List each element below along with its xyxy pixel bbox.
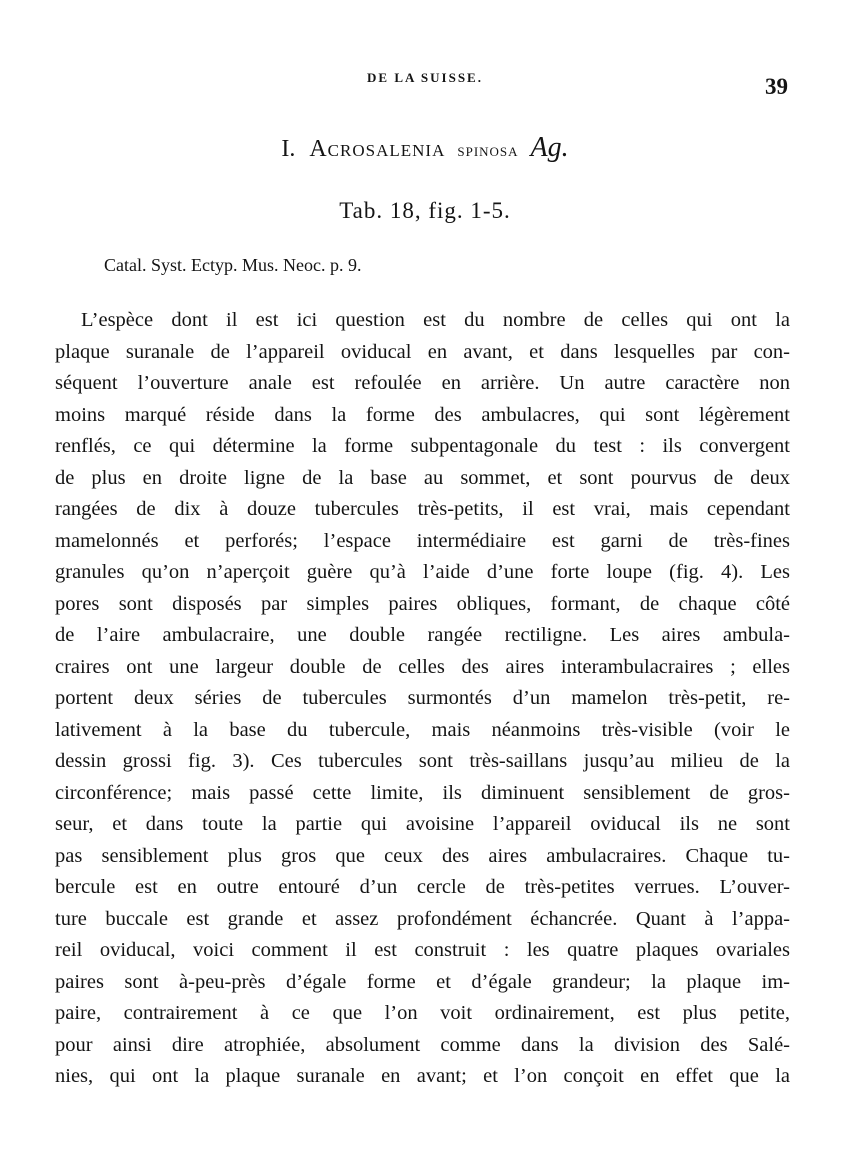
- section-numeral: I.: [281, 136, 296, 162]
- text-line: rangées de dix à douze tubercules très-petits, il est vrai, mais cependant: [55, 498, 790, 520]
- genus-name: Acrosalenia: [309, 136, 446, 162]
- species-title: [0, 132, 850, 164]
- text-line: seur, et dans toute la partie qui avoisine l’appareil oviducal ils ne sont: [55, 813, 790, 835]
- text-line: séquent l’ouverture anale est refoulée en arrière. Un autre caractère non: [55, 372, 790, 394]
- text-line: nies, qui ont la plaque suranale en avant; et l’on conçoit en effet que la: [55, 1065, 790, 1087]
- page-number: 39: [765, 74, 788, 99]
- text-line: ture buccale est grande et assez profondément échancrée. Quant à l’appa-: [55, 907, 790, 930]
- text-line: plaque suranale de l’appareil oviducal en avant, et dans lesquelles par con-: [55, 340, 790, 363]
- text-line: dessin grossi fig. 3). Ces tubercules sont très-saillans jusqu’au milieu de la: [55, 750, 790, 772]
- text-line: pores sont disposés par simples paires obliques, formant, de chaque côté: [55, 592, 790, 615]
- text-line: reil oviducal, voici comment il est construit : les quatre plaques ovariales: [55, 939, 790, 961]
- text-line: L’espèce dont il est ici question est du nombre de celles qui ont la: [81, 309, 790, 331]
- plate-reference: Tab. 18, fig. 1-5.: [339, 198, 511, 223]
- text-line: pas sensiblement plus gros que ceux des aires ambulacraires. Chaque tu-: [55, 844, 790, 867]
- text-line: paires sont à-peu-près d’égale forme et d’égale grandeur; la plaque im-: [55, 970, 790, 993]
- text-line: pour ainsi dire atrophiée, absolument comme dans la division des Salé-: [55, 1033, 790, 1056]
- text-line: lativement à la base du tubercule, mais néanmoins très-visible (voir le: [55, 718, 790, 741]
- catalog-reference: Catal. Syst. Ectyp. Mus. Neoc. p. 9.: [104, 255, 362, 275]
- body-paragraph: [55, 305, 790, 1093]
- text-line: bercule est en outre entouré d’un cercle de très-petites verrues. L’ouver-: [55, 876, 790, 898]
- text-line: renflés, ce qui détermine la forme subpentagonale du test : ils convergent: [55, 435, 790, 457]
- text-line: circonférence; mais passé cette limite, ils diminuent sensiblement de gros-: [55, 781, 790, 804]
- author-abbreviation: Ag.: [530, 132, 569, 163]
- text-line: granules qu’on n’aperçoit guère qu’à l’aide d’une forte loupe (fig. 4). Les: [55, 561, 790, 583]
- text-line: paire, contrairement à ce que l’on voit ordinairement, est plus petite,: [55, 1002, 790, 1024]
- species-name: spinosa: [457, 140, 519, 160]
- running-head: DE LA SUISSE.: [367, 70, 483, 85]
- text-line: portent deux séries de tubercules surmontés d’un mamelon très-petit, re-: [55, 687, 790, 709]
- text-line: de plus en droite ligne de la base au sommet, et sont pourvus de deux: [55, 466, 790, 489]
- text-line: craires ont une largeur double de celles des aires interambulacraires ; elles: [55, 655, 790, 678]
- text-line: de l’aire ambulacraire, une double rangée rectiligne. Les aires ambula-: [55, 624, 790, 646]
- text-line: mamelonnés et perforés; l’espace intermédiaire est garni de très-fines: [55, 529, 790, 552]
- text-line: moins marqué réside dans la forme des ambulacres, qui sont légèrement: [55, 403, 790, 426]
